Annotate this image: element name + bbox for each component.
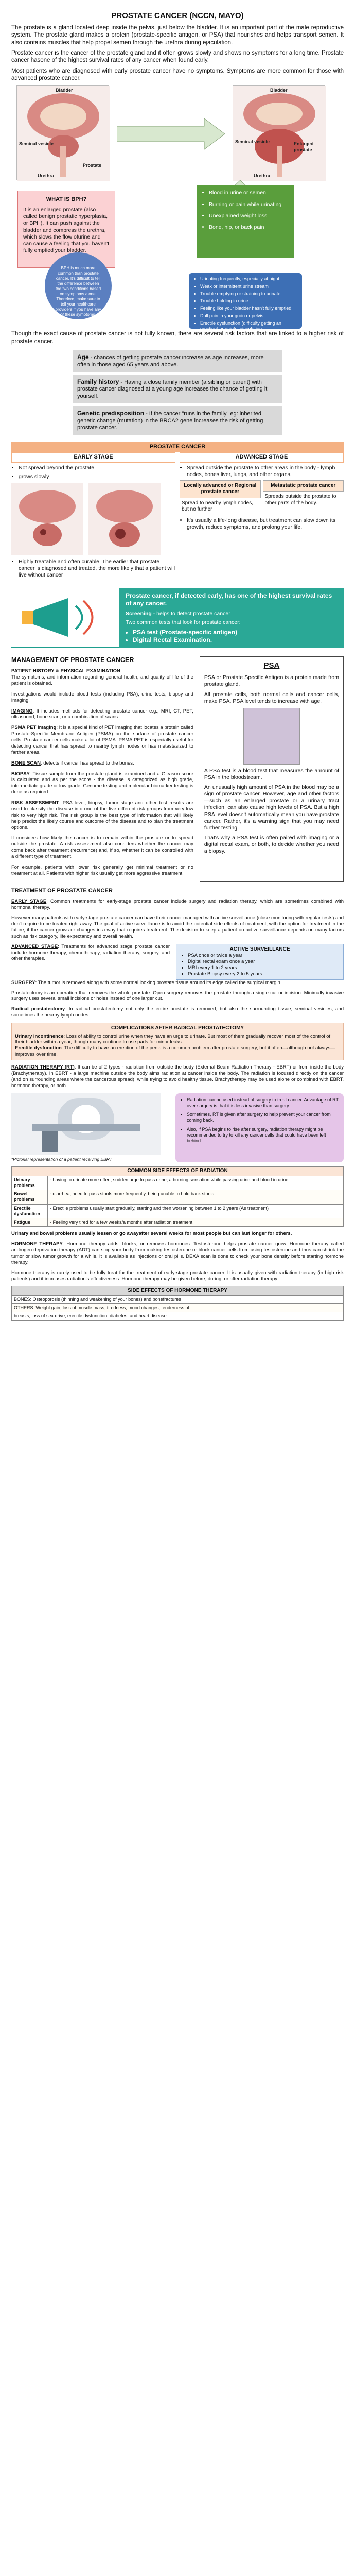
- label-bladder-right: Bladder: [270, 88, 288, 93]
- risk-value: - chances of getting prostate cancer increase as age increases, more often in those aged 65 years and above.: [77, 354, 264, 368]
- management-section: [11, 656, 344, 882]
- screening-test-dre: • Digital Rectal Examination.: [133, 636, 338, 644]
- label-enlarged-prostate: Enlarged prostate: [294, 141, 314, 152]
- label-prostate: Prostate: [83, 163, 102, 168]
- se-value: - Feeling very tired for a few weeks/a months after radiation treatment: [48, 1218, 344, 1227]
- risk-assessment-text: : PSA level, biopsy, tumor stage and other test results are used to classify the disease into one of the five different risk groups from very low risk to very high risk. The risk group is the best type of information that will likely help predict the likely course and outcome of the disease and to plan the treatment options.: [11, 800, 193, 831]
- advanced-stage-treatment-heading: ADVANCED STAGE: [11, 943, 58, 950]
- risk-assessment-text-2: It considers how likely the cancer is to remain within the prostate or to spread outside the prostate. A risk assessment also considers whether the cancer may come back after treatment (recurrence) and, if so, whether it can be controlled with a different type of treatment.: [11, 835, 193, 859]
- risk-factors: [73, 350, 282, 435]
- advanced-stage-treatment-text: : Treatments for advanced stage prostate cancer include hormone therapy, chemotherapy, radiation therapy, surgery, and other therapies.: [11, 943, 170, 962]
- psa-p4: An unusually high amount of PSA in the blood may be a sign of prostate cancer. However, age and other factors—such as an enlarged prostate or a urinary tract infection, can also cause high levels of PSA. But a high PSA level doesn't automatically mean you have prostate cancer. Rather, it's a warning sign that you may need further testing.: [204, 784, 339, 831]
- risk-family: [73, 375, 282, 403]
- se-value: - Erectile problems usually start gradually, starting and then worsening between 1 to 2 years (As treatment): [48, 1204, 344, 1218]
- hormone-text-2: Hormone therapy is rarely used to be fully treat for the treatment of early-stage prostate cancer. It is usually given with radiation therapy (in high risk patients) and it increases radiation's effectiveness. Hormone therapy may be given before, during, or after radiation therapy.: [11, 1269, 344, 1282]
- radiation-note: • Also, if PSA begins to rise after surgery, radiation therapy might be recommended to try to kill any cancer cells that could have been left behind.: [187, 1127, 339, 1144]
- risk-age: [73, 350, 282, 372]
- ebrt-figure: [11, 1093, 169, 1163]
- hormone-se-row: OTHERS: Weight gain, loss of muscle mass, tiredness, mood changes, tenderness of: [12, 1304, 344, 1312]
- early-stage-header: EARLY STAGE: [11, 452, 175, 463]
- early-stage-treatment-text-2: However many patients with early-stage prostate cancer can have their cancer managed with active surveillance (close monitoring with regular tests) and don't require to be treated right away. The goal of active surveillance is to avoid the potential side effects of treatment, with the option for treatment in the future, if the cancer grows or changes in a way that requires treatment. The decision to keep a patient on active surveillance depends on many factors such as risk category, life expectancy and overall health.: [11, 915, 344, 939]
- surveillance-item: • MRI every 1 to 2 years: [188, 965, 339, 971]
- incontinence-heading: Urinary incontinence: [15, 1033, 64, 1039]
- screening-test-psa: • PSA test (Prostate-specific antigen): [133, 629, 338, 636]
- management-column: [11, 656, 193, 882]
- early-point: • Not spread beyond the prostate: [19, 465, 175, 471]
- ebrt-caption: *Pictorial representation of a patient receiving EBRT: [11, 1157, 112, 1162]
- bph-symptom-item: • Feeling like your bladder hasn't fully emptied: [200, 306, 297, 311]
- screening-line: [126, 611, 338, 617]
- screening-label: Screening: [126, 611, 152, 617]
- stages-header: PROSTATE CANCER: [11, 442, 344, 452]
- surgery-text-2: Prostatectomy is an operation that removes the whole prostate. Open surgery removes the prostate through a single cut or incision. Minimally invasive surgery uses several small incisions or holes instead of one larger cut.: [11, 990, 344, 1002]
- psa-box: [200, 656, 344, 882]
- enlarged-prostate-drawing: [233, 86, 326, 181]
- bph-text: It is an enlarged prostate (also called benign prostatic hyperplasia, or BPH). It can push against the bladder and compress the urethra, which slows the flow ofurine and can cause a feeling that you haven't fully emptied your bladder.: [23, 207, 110, 253]
- screening-banner: [11, 588, 344, 648]
- label-seminal-vesicle-right: Seminal vesicle: [235, 139, 270, 145]
- surgery-heading: SURGERY: [11, 979, 36, 986]
- incontinence-text: : Loss of ability to control urine when they have an urge to urinate. But most of them gradually recover most of the control of their bladder within a year, though many continue to use pads for minor leaks.: [15, 1033, 331, 1045]
- surveillance-item: • Prostate Biopsy every 2 to 5 years: [188, 971, 339, 977]
- treatment-section: [11, 888, 344, 1321]
- biopsy-heading: BIOPSY: [11, 771, 30, 777]
- hormone-heading: HORMONE THERAPY: [11, 1241, 63, 1247]
- radiation-note: • Sometimes, RT is given after surgery to help prevent your cancer from coming back.: [187, 1112, 339, 1124]
- bph-symptoms-box: [189, 273, 302, 332]
- locally-advanced-head: Locally advanced or Regional prostate cancer: [180, 480, 261, 498]
- investigations-text: Investigations would include blood tests (including PSA), urine tests, biopsy and imaging.: [11, 691, 193, 703]
- symptom-item: • Bone, hip, or back pain: [209, 224, 289, 231]
- label-seminal-vesicle: Seminal vesicle: [19, 141, 54, 147]
- ebrt-illustration: [11, 1093, 161, 1155]
- radiation-side-effects-table: [11, 1166, 344, 1227]
- complications-box: [11, 1023, 344, 1060]
- side-effects-note: Urinary and bowel problems usually lessen or go awayafter several weeks for most people but can last longer for others.: [11, 1231, 292, 1237]
- screening-two-tests: Two common tests that look for prostate cancer:: [126, 619, 241, 626]
- radiation-row: [11, 1093, 344, 1163]
- se-value: - diarrhea, need to pass stools more frequently, being unable to hold back stools.: [48, 1190, 344, 1205]
- psma-text: : It is a special kind of PET imaging that locates a protein called Prostate-Specific Membrane Antigen (PSMA) on the surface of prostate cancer cells. Prostate cancer cells make a lot of PSMA. PSMA PET is especially useful for detecting cancer that has spread to nearby lymph nodes or has metastasized to farther areas.: [11, 725, 193, 755]
- bph-symptom-item: • Urinating frequently, especially at night: [200, 276, 297, 282]
- locally-advanced-text: Spread to nearby lymph nodes, but no further: [182, 500, 253, 513]
- erectile-text: : The difficulty to have an erection of the penis is a common problem after prostate surgery, but it often—although not always—improves over time.: [15, 1045, 335, 1058]
- psa-p5: That's why a PSA test is often paired with imaging or a digital rectal exam, or both, to decide whether you need a biopsy.: [204, 834, 339, 855]
- surveillance-item: • PSA once or twice a year: [188, 953, 339, 959]
- active-surveillance-box: [176, 944, 344, 980]
- bph-symptom-item: • Trouble holding in urine: [200, 298, 297, 304]
- se-key: Erectile dysfunction: [12, 1204, 48, 1218]
- arrow-connector: [117, 116, 225, 152]
- hormone-se-row: BONES: Osteoporosis (thinning and weakening of your bones) and bonefractures: [12, 1295, 344, 1303]
- megaphone-drawing: [11, 588, 119, 647]
- bph-note-circle: [45, 252, 112, 319]
- hormone-side-effects-heading: SIDE EFFECTS OF HORMONE THERAPY: [12, 1286, 344, 1296]
- anatomy-section: [11, 85, 344, 332]
- risk-key: Age: [77, 353, 89, 361]
- risk-genetic: [73, 406, 282, 435]
- cancer-symptoms-box: [197, 185, 294, 258]
- active-surveillance-heading: ACTIVE SURVEILLANCE: [229, 946, 290, 952]
- metastatic-text: Spreads outside the prostate to other parts of the body.: [264, 494, 336, 506]
- psa-p1: PSA or Prostate Specific Antigen is a protein made from prostate gland.: [204, 674, 339, 688]
- psma-heading: PSMA PET Imaging: [11, 725, 57, 731]
- radiation-text: : It can be of 2 types - radiation from outside the body (External Beam Radiation Therapy - EBRT) or from inside the body (Brachytherapy). In EBRT - a large machine outside the body aims radiation at cancer inside the body. The radiation is focused directly on the cancer (and on surrounding areas where the cancerous spread), while trying to avoid healthy tissue. Brachytherapy may be used alone or combined with EBRT, hormone therapy, or both.: [11, 1064, 344, 1089]
- radiation-notes-box: [175, 1093, 344, 1163]
- blood-test-illustration: [243, 708, 300, 765]
- se-key: Urinary problems: [12, 1176, 48, 1190]
- early-stage-column: [11, 452, 175, 581]
- symptom-item: • Burning or pain while urinating: [209, 201, 289, 208]
- intro-paragraph: The prostate is a gland located deep inside the pelvis, just below the bladder. It is an important part of the male reproductive system. The prostate gland makes a protein (prostate-specific antigen, or PSA) that nourishes and helps transport semen. It also contains muscles that help propel semen through the urethra during ejaculation.: [11, 24, 344, 46]
- page-title: PROSTATE CANCER (NCCN, MAYO): [111, 11, 244, 20]
- label-bladder: Bladder: [56, 88, 73, 93]
- intro-paragraph-2: Prostate cancer is the cancer of the prostate gland and it often grows slowly and shows no symptoms for a long time. Prostate cancer hasone of the highest survival rates of any cancer when found early.: [11, 49, 344, 64]
- imaging-heading: IMAGING: [11, 708, 33, 714]
- hormone-side-effects-table: [11, 1286, 344, 1320]
- radical-prostatectomy-text: : In radical prostatectomy not only the entire prostate is removed, but also the surrounding tissue, seminal vesicles, and sometimes the nearby lymph nodes.: [11, 1006, 344, 1019]
- advanced-point: • Spread outside the prostate to other areas in the body - lymph nodes, bones liver, lungs, and other organs.: [187, 465, 344, 478]
- bone-scan-text: : detects if cancer has spread to the bones.: [41, 760, 134, 766]
- risk-assessment-heading: RISK ASSESSMENT: [11, 800, 59, 806]
- advanced-note: • It's usually a life-long disease, but treatment can slow down its growth, reduce symptoms, and prolong your life.: [187, 517, 344, 531]
- bph-note-text: BPH is much more common than prostate cancer. It's difficult to tell the difference between the two conditions based on symptoms alone. Therefore, make sure to tell your healthcare providers if you have any of these symptoms.: [55, 266, 101, 317]
- bph-heading: WHAT IS BPH?: [46, 196, 87, 203]
- hormone-text: : Hormone therapy adds, blocks, or removes hormones. Testosterone helps prostate cancer grow. Hormone therapy called androgen deprivation therapy (ADT) can stop your body from making testosterone or block cancer cells from using testosterone and thus can shrink the tumor or slow tumor growth for a while. It is available as injections or oral pills. DEXA scan is done to check your bone density before starting hormone therapy.: [11, 1241, 344, 1265]
- early-stage-treatment-heading: EARLY STAGE: [11, 899, 47, 905]
- intro-paragraph-3: Most patients who are diagnosed with early prostate cancer have no symptoms. Symptoms are more common for those with advanced prostate cancer.: [11, 67, 344, 81]
- biopsy-text: : Tissue sample from the prostate gland is examined and a Gleason score is calculated and as per the score - the disease is categorized as high grade, intermediate grade or low grade. Genome testing and molecular biomarker testing is done as required.: [11, 771, 193, 795]
- symptom-item: • Blood in urine or semen: [209, 190, 289, 196]
- history-text: The symptoms, and information regarding general health, and quality of life of the patient is obtained.: [11, 674, 193, 686]
- se-key: Fatigue: [12, 1218, 48, 1227]
- radiation-heading: RADIATION THERAPY (RT): [11, 1064, 75, 1070]
- bph-symptom-item: • Dull pain in your groin or pelvis: [200, 313, 297, 319]
- risk-value: - Having a close family member (a sibling or parent) with prostate cancer diagnosed at a young age increases the chance of getting it yourself.: [77, 379, 268, 400]
- screening-text: [119, 588, 344, 648]
- early-note: • Highly treatable and often curable. The earlier that prostate cancer is diagnosed and treated, the more likely that a patient will live without cancer: [19, 558, 175, 579]
- bph-symptom-item: • Trouble emptying or straining to urinate: [200, 291, 297, 297]
- hormone-se-row: breasts, loss of sex drive, erectile dysfunction, diabetes, and heart disease: [12, 1312, 344, 1320]
- risk-intro: Though the exact cause of prostate cancer is not fully known, there are several risk factors that are linked to a higher risk of prostate cancer.: [11, 331, 344, 345]
- arrow-right-icon: [117, 116, 225, 152]
- history-heading: PATIENT HISTORY & PHYSICAL EXAMINATION: [11, 668, 120, 674]
- psa-p3: A PSA test is a blood test that measures the amount of PSA in the bloodstream.: [204, 767, 339, 781]
- psa-title: PSA: [263, 660, 280, 670]
- surveillance-item: • Digital rectal exam once a year: [188, 959, 339, 965]
- risk-assessment-text-3: For example, patients with lower risk generally get minimal treatment or no treatment at all. Patients with higher risk usually get more aggressive treatment.: [11, 864, 193, 876]
- complications-heading: COMPLICATIONS AFTER RADICAL PROSTATECTOMY: [111, 1025, 244, 1031]
- bph-symptom-item: • Erectile dysfunction (difficulty getting an erection) or painful ejaculation: [200, 320, 297, 332]
- early-point: • grows slowly: [19, 473, 175, 480]
- megaphone-icon: [11, 588, 119, 647]
- screening-rest: - helps to detect prostate cancer: [151, 611, 230, 617]
- surgery-text: : The tumor is removed along with some normal looking prostate tissue around its edge called the surgical margin.: [35, 979, 282, 986]
- normal-prostate-illustration: [16, 85, 109, 180]
- risk-key: Genetic predisposition: [77, 409, 145, 417]
- risk-key: Family history: [77, 378, 119, 385]
- radical-prostatectomy-heading: Radical prostatectomy: [11, 1006, 65, 1012]
- advanced-stage-column: [180, 452, 344, 581]
- psa-p2: All prostate cells, both normal cells and cancer cells, make PSA. PSA level tends to increase with age.: [204, 691, 339, 704]
- se-key: Bowel problems: [12, 1190, 48, 1205]
- risk-value: - If the cancer "runs in the family" eg: inherited genetic change (mutation) in the BRCA2 gene increases the risk of getting prostate cancer.: [77, 410, 263, 431]
- label-urethra-right: Urethra: [254, 173, 271, 179]
- treatment-title: TREATMENT OF PROSTATE CANCER: [11, 887, 113, 894]
- radiation-note: • Radiation can be used instead of surgery to treat cancer. Advantage of RT over surgery is that it is less invasive than surgery.: [187, 1097, 339, 1109]
- metastatic-head: Metastatic prostate cancer: [263, 480, 344, 492]
- symptom-item: • Unexplained weight loss: [209, 213, 289, 219]
- stages-table: [11, 452, 344, 581]
- erectile-heading: Erectile dysfunction: [15, 1045, 62, 1052]
- se-value: - having to urinate more often, sudden urge to pass urine, a burning sensation while passing urine and blood in urine.: [48, 1176, 344, 1190]
- bph-symptom-item: • Weak or intermittent urine stream: [200, 284, 297, 290]
- label-urethra: Urethra: [38, 173, 55, 179]
- early-stage-treatment-text: : Common treatments for early-stage prostate cancer include surgery and radiation therapy, which are sometimes combined with hormonal therapy.: [11, 899, 344, 911]
- management-title: MANAGEMENT OF PROSTATE CANCER: [11, 656, 134, 664]
- bone-scan-heading: BONE SCAN: [11, 760, 41, 766]
- enlarged-prostate-illustration: [233, 85, 325, 180]
- advanced-stage-header: ADVANCED STAGE: [180, 452, 344, 463]
- radiation-side-effects-heading: COMMON SIDE EFFECTS OF RADIATION: [12, 1167, 344, 1176]
- early-stage-illustration: [11, 483, 166, 555]
- screening-headline: Prostate cancer, if detected early, has one of the highest survival rates of any cancer.: [126, 592, 332, 607]
- imaging-text: : It includes methods for detecting prostate cancer e.g., MRI, CT, PET, ultrasound, bone scan, or a combination of scans.: [11, 708, 193, 720]
